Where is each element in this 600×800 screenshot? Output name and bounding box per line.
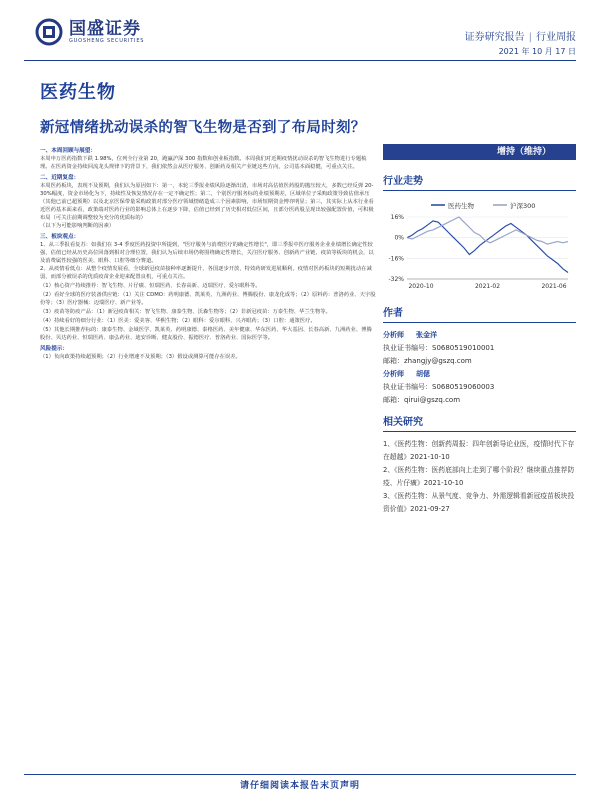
section-heading: 三、板块观点： [40, 234, 80, 240]
recommendation-list [40, 282, 376, 342]
related-report-link[interactable]: 2、《医药生物：医药底部向上走到了哪个阶段？继续重点推荐防疫、片仔癀》2021-10-10 [383, 466, 575, 487]
y-tick-label: 0% [394, 234, 404, 242]
list-item: （4）持续看好的细分行业：（1）医美：爱美客、华熙生物；（2）眼科：爱尔眼科、兴齐眼药；（3）口腔：通策医疗。 [40, 318, 316, 324]
header-divider [24, 60, 576, 61]
analyst-list [383, 329, 576, 407]
report-date: 2021 年 10 月 17 日 [498, 47, 576, 56]
analyst-role: 分析师 [383, 331, 404, 339]
list-item: （1）核心资产持续推荐：智飞生物、片仔癀、恒瑞医药、长春高新、迈瑞医疗、爱尔眼科等。 [40, 283, 261, 289]
body-paragraph: 2、从疫情看低点：从整个疫情发展看，全球新冠疫苗接种率逐渐提升，各国逐步开放，特效药研发进展顺利，疫情对医药板块的短期扰动在减弱，而部分被误杀的优质疫苗企业迎来配置良机，可重点关注。 [40, 266, 372, 280]
brand-name-en: GUOSHENG SECURITIES [69, 37, 145, 44]
industry-trend-chart [383, 191, 576, 296]
analyst-name: 胡偲 [416, 370, 430, 378]
analyst-name-row [383, 329, 576, 342]
industry-title: 医药生物 [40, 82, 116, 103]
y-tick-label: -32% [388, 276, 404, 283]
rating-badge: 增持（维持） [383, 144, 576, 160]
body-paragraph: 本周医药板块，表现不及预期，我们认为原因如下：第一，本轮三季报业绩风险逐渐出清，市场对高估值医药股的抛压较大，多数已经反弹 20-30%幅度，资金市场化为下，持续性及恢复情况存在一定不确定性；第二，个别医疗服务标的业绩预期差，区域单位子采购政策导致估值承压（其他已前已超预期）以及北京医保带量采购政策对部分医疗领域情绪造成三个因素影响，市场短期资金博弈明显；第三，其实际上从本行业看近医药基本面来看，政策端对医药行业的影响总体上在逐步下降，估值已经到了历史相对低位区间，且部分医药股呈现出较强配置价值，可积极布局（可关注前期调整较为充分的优质标的） [40, 183, 374, 221]
report-kind-label: 行业周报 [536, 32, 576, 43]
legend-label: 医药生物 [448, 202, 474, 210]
list-item: （2）看好全球的医疗装备供应链：（1）关注 CDMO：药明康德、凯莱英、九洲药业、博腾股份、康龙化成等；（2）原料药：普洛药业、天宇股份等；（3）医疗器械：迈瑞医疗、新产业等。 [40, 292, 376, 306]
related-research-list [383, 438, 576, 516]
sidebar [383, 144, 576, 516]
analyst-title: 作者 [383, 308, 403, 319]
related-report-link[interactable]: 1、《医药生物：创新药周报：四年创新导论业医，疫情时代下存在超越》2021-10-10 [383, 440, 575, 461]
related-title: 相关研究 [383, 417, 423, 428]
analyst-rule [383, 322, 576, 323]
report-headline: 新冠情绪扰动误杀的智飞生物是否到了布局时刻？ [40, 119, 366, 136]
x-tick-label: 2021-06 [541, 283, 567, 290]
analyst-email[interactable]: 邮箱：zhangjy@gszq.com [383, 357, 472, 365]
guosheng-logo-icon [34, 18, 64, 46]
body-paragraph: 1、从三季报看复苏：如我们在 3-4 季度医药投资中所提到，"医疗服务与消费医疗的确定性增长"，即三季报中医疗服务企业业绩增长确定性较强，估值已经从历史高位回落到相对合理位置，我们认为后续市场仍将围绕确定性增长，关注医疗服务、创新药产业链、疫苗等板块的机会，以及消费属性较强的医美、眼科、口腔等细分赛道。 [40, 242, 374, 264]
section-heading: 二、近期复盘： [40, 175, 80, 181]
analyst-cert: 执业证书编号：S0680519060003 [383, 383, 495, 391]
report-body [40, 144, 376, 361]
analyst-card [383, 368, 576, 407]
analyst-name: 张金洋 [416, 331, 437, 339]
related-rule [383, 431, 576, 432]
section-heading: 风险提示： [40, 346, 68, 352]
legend-label: 沪深300 [510, 202, 536, 210]
body-paragraph: （以下为可能影响判断的因素） [40, 223, 115, 229]
section-heading: 一、本周回顾与展望： [40, 148, 96, 154]
report-type-label: 证券研究报告 [464, 32, 525, 43]
brand-logo [34, 18, 144, 46]
series-line [407, 221, 568, 273]
analyst-card [383, 329, 576, 368]
trend-title: 行业走势 [383, 176, 423, 187]
analyst-email[interactable]: 邮箱：qirui@gszq.com [383, 396, 461, 404]
list-item: （5）其他长期推荐标的：康泰生物、金域医学、凯莱英、药明康德、泰格医药、美年健康、华东医药、华大基因、长春高新、九洲药业、博腾股份、贝达药业、恒瑞医药、康弘药业、迪安诊断、健友股份、振德医疗、普洛药业、国际医学等。 [40, 327, 372, 341]
list-item: （3）疫苗等防疫产品：（1）新冠疫苗相关：智飞生物、康泰生物、沃森生物等；（2）非新冠疫苗：万泰生物、华兰生物等。 [40, 309, 331, 315]
footer-disclaimer: 请仔细阅读本报告末页声明 [239, 781, 360, 791]
brand-name: 国盛证券 [69, 18, 141, 39]
y-tick-label: 16% [390, 214, 404, 221]
y-tick-label: -16% [388, 255, 404, 263]
x-tick-label: 2020-10 [408, 283, 434, 290]
x-tick-label: 2021-02 [474, 283, 501, 290]
separator: | [528, 32, 532, 43]
report-type [465, 28, 576, 43]
body-paragraph: （1）负向政策持续超预期；（2）行业增速不及预期；（3）假设或测算可能存在误差。 [40, 354, 241, 360]
body-paragraph: 本周申万医药指数下跌 1.98%，位列全行业第 20，跑赢沪深 300 指数和创业板指数。本周我们对近期疫情扰动误杀的智飞生物进行专题梳理。在医药资金持续回流龙头规律下的背景下，我们依然会从医疗服务、创新药及相关产业链这些方向，公司基本面稳健，可重点关注。 [40, 156, 367, 170]
related-report-link[interactable]: 3、《医药生物：从景气度、竞争力、外需逻辑看新冠疫苗板块投资价值》2021-09-27 [383, 492, 575, 513]
footer-divider [24, 774, 576, 775]
analyst-cert: 执业证书编号：S0680519010001 [383, 344, 495, 352]
analyst-role: 分析师 [383, 370, 404, 378]
analyst-name-row [383, 368, 576, 381]
